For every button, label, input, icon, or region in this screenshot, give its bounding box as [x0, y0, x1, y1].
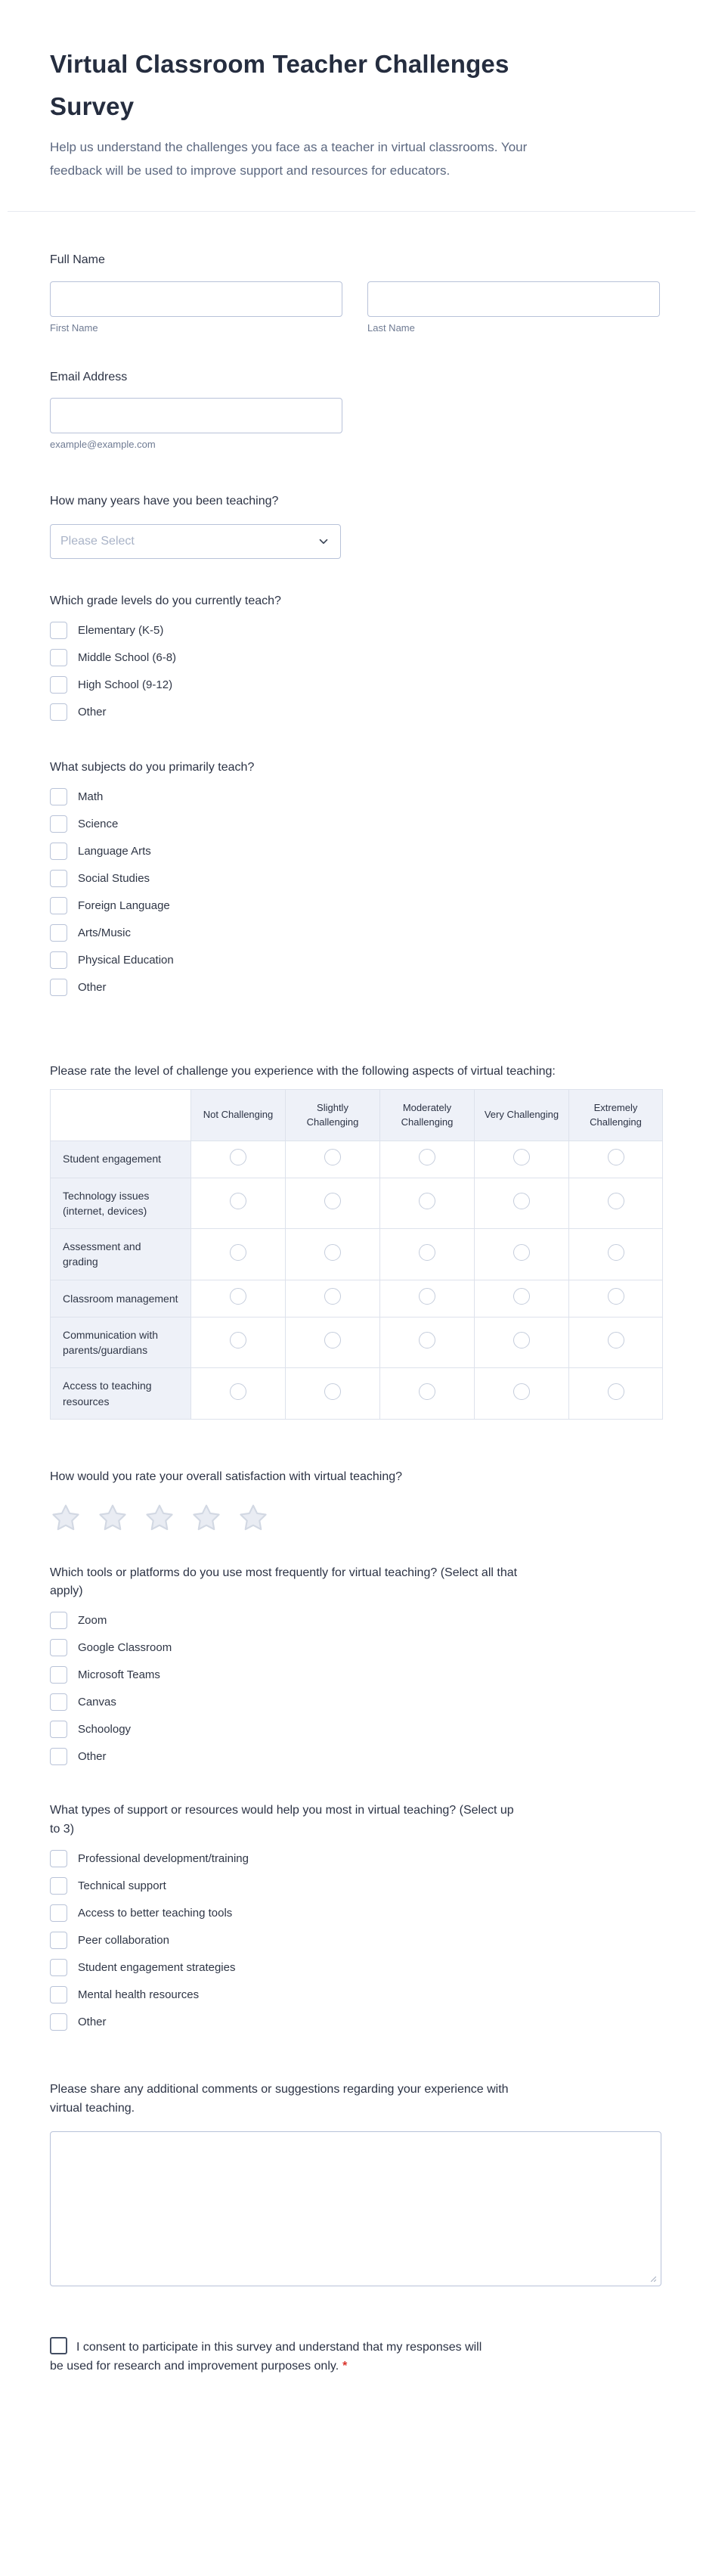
- checkbox[interactable]: [50, 870, 67, 887]
- radio-button[interactable]: [324, 1193, 341, 1209]
- checkbox[interactable]: [50, 676, 67, 694]
- checkbox[interactable]: [50, 703, 67, 721]
- chevron-down-icon: [317, 535, 330, 548]
- option-label: Mental health resources: [78, 1988, 200, 2001]
- option-label: Access to better teaching tools: [78, 1906, 233, 1920]
- matrix-row: [51, 1229, 663, 1280]
- radio-button[interactable]: [608, 1383, 624, 1400]
- checkbox-option[interactable]: [50, 1748, 662, 1765]
- checkbox[interactable]: [50, 1612, 67, 1629]
- question-label: Which grade levels do you currently teach?: [50, 594, 281, 608]
- matrix-row-label: Student engagement: [51, 1141, 191, 1178]
- question-label: How would you rate your overall satisfaction with virtual teaching?: [50, 1470, 403, 1483]
- radio-button[interactable]: [513, 1288, 530, 1305]
- radio-button[interactable]: [608, 1193, 624, 1209]
- consent-checkbox[interactable]: [50, 2337, 67, 2354]
- question-label: Which tools or platforms do you use most frequently for virtual teaching? (Select all that apply): [50, 1566, 518, 1598]
- matrix-cell: [569, 1317, 663, 1368]
- email-input[interactable]: [50, 398, 342, 433]
- matrix-row-label: Technology issues (internet, devices): [51, 1178, 191, 1229]
- radio-button[interactable]: [230, 1332, 246, 1349]
- matrix-cell: [380, 1317, 475, 1368]
- checkbox-option[interactable]: [50, 2013, 662, 2031]
- checkbox[interactable]: [50, 1639, 67, 1656]
- radio-button[interactable]: [608, 1288, 624, 1305]
- checkbox-option[interactable]: [50, 1666, 662, 1684]
- matrix-cell: [475, 1229, 569, 1280]
- radio-button[interactable]: [230, 1288, 246, 1305]
- option-label: Peer collaboration: [78, 1933, 169, 1947]
- tool-options: [50, 1612, 662, 1765]
- support-options: [50, 1850, 662, 2031]
- checkbox-option[interactable]: [50, 622, 662, 639]
- question-label: Please share any additional comments or suggestions regarding your experience with virtual teaching.: [50, 2082, 509, 2115]
- checkbox-option[interactable]: [50, 870, 662, 887]
- matrix-cell: [286, 1280, 380, 1317]
- name-fields-row: [50, 281, 662, 334]
- matrix-cell: [569, 1280, 663, 1317]
- checkbox-option[interactable]: [50, 1986, 662, 2003]
- option-label: Zoom: [78, 1614, 107, 1628]
- matrix-cell: [191, 1141, 286, 1178]
- question-label: How many years have you been teaching?: [50, 495, 279, 508]
- option-label: Other: [78, 705, 107, 718]
- matrix-row: [51, 1317, 663, 1368]
- checkbox[interactable]: [50, 843, 67, 860]
- checkbox-option[interactable]: [50, 815, 662, 833]
- checkbox-option[interactable]: [50, 1721, 662, 1738]
- question-label: Full Name: [50, 253, 105, 266]
- checkbox[interactable]: [50, 1693, 67, 1711]
- matrix-cell: [191, 1178, 286, 1229]
- radio-button[interactable]: [324, 1383, 341, 1400]
- radio-button[interactable]: [513, 1244, 530, 1261]
- matrix-cell: [475, 1317, 569, 1368]
- radio-button[interactable]: [419, 1383, 435, 1400]
- matrix-corner-cell: [51, 1089, 191, 1141]
- checkbox-option[interactable]: [50, 1639, 662, 1656]
- matrix-cell: [286, 1178, 380, 1229]
- matrix-row-label: Access to teaching resources: [51, 1368, 191, 1420]
- checkbox-option[interactable]: [50, 979, 662, 996]
- matrix-cell: [286, 1229, 380, 1280]
- radio-button[interactable]: [324, 1244, 341, 1261]
- first-name-sublabel: First Name: [50, 321, 98, 334]
- option-label: Other: [78, 980, 107, 994]
- option-label: Physical Education: [78, 953, 174, 967]
- checkbox-option[interactable]: [50, 1932, 662, 1949]
- required-asterisk: *: [342, 2360, 348, 2373]
- matrix-cell: [191, 1280, 286, 1317]
- checkbox[interactable]: [50, 979, 67, 996]
- question-challenge-matrix: [50, 1063, 662, 1420]
- matrix-cell: [380, 1229, 475, 1280]
- checkbox-option[interactable]: [50, 676, 662, 694]
- radio-button[interactable]: [324, 1288, 341, 1305]
- question-subjects: [50, 759, 662, 996]
- matrix-cell: [380, 1280, 475, 1317]
- star-icon[interactable]: [97, 1502, 129, 1534]
- option-label: Other: [78, 2015, 107, 2028]
- checkbox[interactable]: [50, 1986, 67, 2003]
- challenge-matrix-table: [50, 1089, 663, 1420]
- email-column: [50, 398, 342, 450]
- matrix-cell: [475, 1141, 569, 1178]
- star-icon[interactable]: [237, 1502, 269, 1534]
- years-teaching-select[interactable]: [50, 524, 341, 559]
- matrix-row-label: Communication with parents/guardians: [51, 1317, 191, 1368]
- checkbox-option[interactable]: [50, 703, 662, 721]
- option-label: Canvas: [78, 1696, 116, 1709]
- question-support: [50, 1802, 662, 2031]
- radio-button[interactable]: [230, 1244, 246, 1261]
- checkbox[interactable]: [50, 924, 67, 942]
- matrix-cell: [191, 1368, 286, 1420]
- matrix-row: [51, 1141, 663, 1178]
- checkbox-option[interactable]: [50, 1850, 662, 1867]
- star-icon[interactable]: [50, 1502, 82, 1534]
- checkbox-option[interactable]: [50, 951, 662, 969]
- matrix-cell: [569, 1141, 663, 1178]
- matrix-cell: [286, 1317, 380, 1368]
- radio-button[interactable]: [419, 1244, 435, 1261]
- consent-label: I consent to participate in this survey and understand that my responses will be used for research and improvement purposes only.: [50, 2341, 482, 2373]
- comments-textarea-wrap: [50, 2131, 661, 2290]
- option-label: High School (9-12): [78, 678, 173, 691]
- matrix-cell: [475, 1280, 569, 1317]
- matrix-cell: [569, 1229, 663, 1280]
- radio-button[interactable]: [419, 1149, 435, 1165]
- checkbox-option[interactable]: [50, 843, 662, 860]
- option-label: Technical support: [78, 1879, 166, 1892]
- checkbox-option[interactable]: [50, 1904, 662, 1922]
- radio-button[interactable]: [608, 1332, 624, 1349]
- matrix-column-header: Extremely Challenging: [569, 1089, 663, 1141]
- subject-options: [50, 788, 662, 996]
- matrix-row: [51, 1280, 663, 1317]
- select-placeholder: Please Select: [60, 535, 135, 548]
- last-name-input[interactable]: [367, 281, 660, 317]
- radio-button[interactable]: [608, 1244, 624, 1261]
- matrix-column-header: Slightly Challenging: [286, 1089, 380, 1141]
- star-icon[interactable]: [190, 1502, 222, 1534]
- option-label: Student engagement strategies: [78, 1960, 236, 1974]
- checkbox[interactable]: [50, 622, 67, 639]
- radio-button[interactable]: [513, 1149, 530, 1165]
- checkbox-option[interactable]: [50, 1612, 662, 1629]
- matrix-cell: [569, 1178, 663, 1229]
- question-comments: [50, 2081, 662, 2291]
- option-label: Language Arts: [78, 844, 151, 858]
- matrix-cell: [380, 1141, 475, 1178]
- option-label: Arts/Music: [78, 926, 132, 939]
- question-label: What types of support or resources would help you most in virtual teaching? (Select up to 3): [50, 1804, 514, 1836]
- option-label: Science: [78, 817, 119, 830]
- option-label: Middle School (6-8): [78, 650, 177, 664]
- grade-level-options: [50, 622, 662, 721]
- question-tools: [50, 1564, 662, 1766]
- radio-button[interactable]: [419, 1193, 435, 1209]
- matrix-row: [51, 1368, 663, 1420]
- checkbox[interactable]: [50, 2013, 67, 2031]
- matrix-cell: [380, 1368, 475, 1420]
- form-title: Virtual Classroom Teacher Challenges Survey: [50, 50, 509, 121]
- option-label: Social Studies: [78, 871, 150, 885]
- survey-form: [0, 0, 703, 183]
- matrix-column-header: Not Challenging: [191, 1089, 286, 1141]
- question-full-name: [50, 251, 662, 334]
- radio-button[interactable]: [324, 1332, 341, 1349]
- comments-textarea[interactable]: [50, 2131, 661, 2286]
- radio-button[interactable]: [230, 1193, 246, 1209]
- radio-button[interactable]: [513, 1383, 530, 1400]
- matrix-cell: [191, 1317, 286, 1368]
- option-label: Foreign Language: [78, 898, 170, 912]
- checkbox[interactable]: [50, 897, 67, 914]
- checkbox[interactable]: [50, 1721, 67, 1738]
- option-label: Elementary (K-5): [78, 623, 164, 637]
- form-header: [50, 0, 662, 183]
- checkbox[interactable]: [50, 1748, 67, 1765]
- resize-handle-icon[interactable]: [648, 2273, 657, 2283]
- checkbox[interactable]: [50, 1904, 67, 1922]
- first-name-column: [50, 281, 342, 334]
- checkbox[interactable]: [50, 1877, 67, 1895]
- checkbox-option[interactable]: [50, 924, 662, 942]
- form-body: [0, 251, 703, 2540]
- radio-button[interactable]: [419, 1288, 435, 1305]
- matrix-cell: [286, 1141, 380, 1178]
- question-years-teaching: [50, 492, 662, 559]
- header-divider: [8, 211, 695, 212]
- checkbox-option[interactable]: [50, 1877, 662, 1895]
- matrix-cell: [191, 1229, 286, 1280]
- matrix-column-header: Moderately Challenging: [380, 1089, 475, 1141]
- matrix-column-header: Very Challenging: [475, 1089, 569, 1141]
- star-rating: [50, 1502, 662, 1534]
- question-email: [50, 368, 662, 451]
- option-label: Math: [78, 790, 104, 803]
- first-name-input[interactable]: [50, 281, 342, 317]
- matrix-cell: [380, 1178, 475, 1229]
- form-subtitle: Help us understand the challenges you face as a teacher in virtual classrooms. Your feedback will be used to improve support and resources for educators.: [50, 140, 528, 178]
- checkbox[interactable]: [50, 788, 67, 805]
- checkbox[interactable]: [50, 1932, 67, 1949]
- checkbox[interactable]: [50, 1850, 67, 1867]
- radio-button[interactable]: [608, 1149, 624, 1165]
- email-sublabel: example@example.com: [50, 439, 156, 451]
- checkbox-option[interactable]: [50, 1959, 662, 1976]
- matrix-cell: [475, 1368, 569, 1420]
- star-icon[interactable]: [144, 1502, 175, 1534]
- matrix-cell: [569, 1368, 663, 1420]
- last-name-sublabel: Last Name: [367, 321, 415, 334]
- option-label: Other: [78, 1750, 107, 1764]
- question-satisfaction: [50, 1468, 662, 1534]
- question-label: Email Address: [50, 370, 128, 383]
- question-label: What subjects do you primarily teach?: [50, 760, 255, 774]
- radio-button[interactable]: [513, 1332, 530, 1349]
- consent-row: [50, 2337, 492, 2540]
- checkbox[interactable]: [50, 951, 67, 969]
- radio-button[interactable]: [230, 1383, 246, 1400]
- checkbox[interactable]: [50, 1959, 67, 1976]
- radio-button[interactable]: [230, 1149, 246, 1165]
- checkbox-option[interactable]: [50, 1693, 662, 1711]
- option-label: Professional development/training: [78, 1851, 249, 1865]
- radio-button[interactable]: [513, 1193, 530, 1209]
- option-label: Google Classroom: [78, 1641, 172, 1655]
- matrix-cell: [286, 1368, 380, 1420]
- checkbox[interactable]: [50, 649, 67, 666]
- checkbox-option[interactable]: [50, 649, 662, 666]
- last-name-column: [367, 281, 660, 334]
- option-label: Schoology: [78, 1723, 132, 1736]
- matrix-row: [51, 1178, 663, 1229]
- question-label: Please rate the level of challenge you experience with the following aspects of virtual teaching:: [50, 1064, 556, 1078]
- matrix-cell: [475, 1178, 569, 1229]
- question-grade-levels: [50, 592, 662, 721]
- radio-button[interactable]: [324, 1149, 341, 1165]
- matrix-row-label: Classroom management: [51, 1280, 191, 1317]
- checkbox[interactable]: [50, 1666, 67, 1684]
- checkbox-option[interactable]: [50, 897, 662, 914]
- radio-button[interactable]: [419, 1332, 435, 1349]
- option-label: Microsoft Teams: [78, 1668, 160, 1682]
- checkbox-option[interactable]: [50, 788, 662, 805]
- matrix-row-label: Assessment and grading: [51, 1229, 191, 1280]
- checkbox[interactable]: [50, 815, 67, 833]
